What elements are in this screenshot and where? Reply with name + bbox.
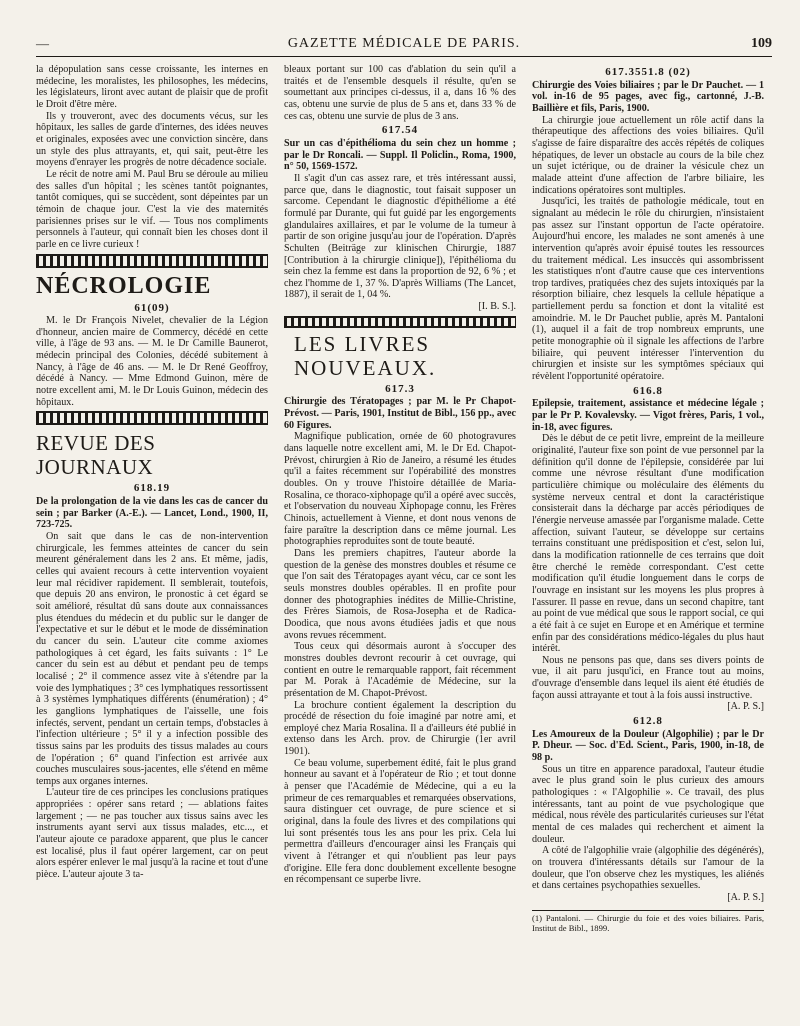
header-mark: — [36,36,49,51]
article-classification: 617.3 [385,382,415,395]
article-title: Epilepsie, traitement, assistance et médecine légale ; par le Pr P. Kovalevsky. — Vigot frères, Paris, 1 vol., in-18, avec figures. [532,398,764,433]
article-body: On sait que dans le cas de non-intervention chirurgicale, les femmes atteintes de cancer du sein meurent généralement dans les 2 ans. Et même, jadis, celles qui avaient recours à cette intervention voyaient leur mal récidiver rapidement. Il semblerait, toutefois, que depuis 20 ans environ, le pronostic à cet égard se soit amélioré, résultat dû sans doute aux connaissances plus étendues du médecin et du public sur le danger de l'expectative et sur le début et le mode de dissémination du cancer du sein. L'auteur cite comme axiomes pathologiques à cet égard, les faits suivants : 1° Le cancer du sein est au début et pendant peu de temps localisé ; 2° il commence assez vite à s'étendre par la voie des lymphatiques ; 3° ces lymphatiques ressortissent à 3 systèmes lymphatiques différents (énumération) ; 4° les ganglions lymphatiques de l'aisselle, une fois infectés, servent, pendant un certain temps, d'obstacles à l'infection ultérieure ; 5° il y a infection possible des tissus sains par les produits des tissus malades au cours de l'opération ; 6° quand l'infection est arrivée aux couches musculaires sous-jacentes, elle s'étend en même temps aux organes internes. [36,531,268,787]
intro-para-1: la dépopulation sans cesse croissante, les internes en médecine, les moralistes, les philosophes, les médecins, les législateurs, liront avec autant de plaisir que de profit le Droit d'être mère. [36,64,268,110]
ornament-divider [284,316,516,328]
ornament-divider [36,254,268,268]
article-body: Dans les premiers chapitres, l'auteur aborde la question de la genèse des monstres doubles et résume ce que l'on sait des Tératopages ayant vécu, car ce sont les seuls monstres doubles opérables. Il en profite pour donner des photographies inédites de Millie-Christine, des Frères Siamois, de Rosa-Josepha et de Radica-Doodica, que nous avons étudiées jadis et que nous avons revues récemment. [284,547,516,641]
article-classification: 616.8 [633,384,663,397]
article-classification: 617.3551.8 (02) [605,66,691,78]
article-body: L'auteur tire de ces principes les conclusions pratiques appropriées : opérer sans retard ; — ablations faites largement ; — ne pas toucher aux tissus sains avec les instruments ayant servi aux tissus malades, etc..., et l'auteur ajoute ce paradoxe apparent, que plus le cancer est localisé, plus il faut opérer largement, car on peut alors espérer enlever le mal jusqu'à la racine et tout d'une pièce. L'auteur ajoute 3 ta- [36,787,268,881]
article-body: Sous un titre en apparence paradoxal, l'auteur étudie avec le plus grand soin le plus curieux des amours pathologiques : « l'Algophilie ». Ce travail, des plus intéressants, tant au point de vue psychologique que médical, nous révèle des particularités curieuses sur l'état mental de ces malades qui recherchent et aiment la douleur. [532,763,764,845]
article-title: Chirurgie des Voies biliaires ; par le Dr Pauchet. — 1 vol. in-16 de 95 pages, avec fig., cartonné, J.-B. Baillière et fils, Paris, 1900. [532,79,764,114]
necro-classification: 61(09) [134,301,170,314]
column-left [36,64,268,881]
livres-heading-line-2: NOUVEAUX. [294,355,437,380]
article-classification: 617.54 [381,124,419,137]
livres-heading-line-1: LES LIVRES [294,331,431,356]
necro-text: M. le Dr François Nivelet, chevalier de la Légion d'honneur, ancien maire de Commercy, décédé en cette ville, à l'âge de 93 ans. — M. le Dr Camille Baunerot, médecin principal des Colonies, décédé subitement à Nancy, à l'âge de 46 ans. — M. le Dr René Geoffroy, décédé à Nancy. — Mme Edmond Guinon, mère de notre excellent ami, M. le Dr Louis Guinon, médecin des hôpitaux. [36,315,268,408]
article-title: Chirurgie des Tératopages ; par M. le Pr Chapot-Prévost. — Paris, 1901, Institut de Bibl., 156 pp., avec 60 Figures. [284,396,516,431]
article-signature: [A. P. S.] [727,701,764,713]
article-title: Sur un cas d'épithélioma du sein chez un homme ; par le Dr Roncali. — Suppl. Il Policlin., Roma, 1900, n° 50, 1569-1572. [284,137,516,173]
article-body: La chirurgie joue actuellement un rôle actif dans la thérapeutique des affections des voies biliaires. Qu'il s'agisse de faire disparaître des accès répétés de coliques hépatiques, de lever un obstacle au cours de la bile chez un sujet ictérique, ou de drainer la vésicule chez un malade atteint d'une affection de l'arbre biliaire, les indications opératoires sont multiples. [532,114,764,196]
intro-para-3: Le récit de notre ami M. Paul Bru se déroule au milieu des salles d'un hôpital ; les scènes tantôt poignantes, tantôt comiques, qui se succèdent, sont dépeintes par un témoin de chaque jour. C'est la vie des maternités parisiennes prises sur le vif. — Tous nos compliments personnels à l'auteur, qui connaît bien les choses dont il parle en ce livre curieux ! [36,168,268,250]
article-classification: 612.8 [633,715,663,728]
article-body: Ce beau volume, superbement édité, fait le plus grand honneur au savant et à l'opérateur de Rio ; et tout donne à penser que l'Académie de Médecine, qui a eu la primeur de ces remarquables et remarquées observations, saura distinguer cet ouvrage, de pure science et si original, dans la foule des livres et des compilations qui lui sont présentés tous les ans pour les prix. Cela lui permettra d'ailleurs d'encourager ainsi les Français qui vivent à l'étranger et qui n'oublient pas leur pays d'origine. Elle fera donc doublement excellente besogne en récompensant ce superbe livre. [284,757,516,886]
article-signature: [I. B. S.]. [478,301,516,313]
intro-para-2: Ils y trouveront, avec des documents vécus, sur les hôpitaux, les salles de garde d'internes, des idées neuves et originales, exposées avec une conviction sincère, dans un style des plus attrayants, et, qui sait, peut-être les moyens d'enrayer les progrès de notre décadence sociale. [36,110,268,169]
article-signature: [A. P. S.] [727,891,764,903]
article-body: A côté de l'algophilie vraie (algophilie des dégénérés), on trouvera d'intéressants détails sur l'amour de la douleur, que l'on observe chez les mystiques, les aliénés et dans certaines psychopathies sexuelles. [532,845,764,892]
article-classification: 618.19 [133,482,171,495]
revue-heading: REVUE DES JOURNAUX [36,431,156,480]
article-body: Dès le début de ce petit livre, empreint de la meilleure originalité, l'auteur fixe son point de vue personnel par la définition qu'il donne de l'épilepsie, considérée par lui comme une névrose résultant d'une modification particulière chimique ou moléculaire des éléments du système nerveux central et dont la caractéristique consisterait dans la décharge par accès périodiques de l'énergie nerveuse amassée par l'organisme malade. Cette affection, suivant l'auteur, se développe sur certains terrains constituant une prédisposition et c'est, selon lui, dans la modification rationnelle de ces terrains que doit être cherché le remède correspondant. C'est cette modification qu'il étudie longuement dans le corps de l'ouvrage en insistant sur les moyens les plus propres à l'assurer. Il passe en revue, dans un second chapitre, tant au point de vue médical que sous le rapport social, ce qui a été fait à ce sujet en Europe et en Amérique et termine enfin par des considérations médico-légales du plus haut intérêt. [532,433,764,655]
article-body: Il s'agit d'un cas assez rare, et très intéressant aussi, parce que, dans le diagnostic, tout faisait supposer un sarcome. Cependant le diagnostic d'épithéliome a été formulé par Durante, qui fut guidé par les engorgements glandulaires axillaires, et par le volume de la tumeur à partir de son origine jusqu'au jour de l'opération. D'après Schulten (Beiträge zur klinischen Chirurgie, 1887 [Contribution à la chirurgie clinique]), l'épithélioma du sein chez la femme est dans la proportion de 92, 6 % ; et chez l'homme de 1, 37 %. D'après Williams (The Lancet, 1887), il serait de 1, 04 %. [284,172,516,301]
article-body: Jusqu'ici, les traités de pathologie médicale, tout en signalant au médecin le rôle du chirurgien, n'insistaient pas assez sur l'instant opportun de l'acte opératoire. Aujourd'hui encore, les malades ne sont amenés à une intervention qu'après avoir épuisé toutes les ressources du traitement médical. Les insuccès qui assombrissent les statistiques n'ont d'autre cause que ces interventions trop tardives, pratiquées chez des sujets intoxiqués par la résorption biliaire, chez lesquels la cellule hépatique a partiellement perdu sa fonction et dont la vitalité est amoindrie. M. le Dr Pauchet publie, après M. Pantaloni (1), auquel il a fait de trop nombreux emprunts, une petite monographie où il signale les affections de l'arbre biliaire, qui peuvent intéresser l'intervention du chirurgien et insiste sur les symptômes spéciaux qui révèlent l'opportunité opératoire. [532,196,764,383]
column-middle [284,64,516,886]
article-body: Tous ceux qui désormais auront à s'occuper des monstres doubles devront recourir à cet ouvrage, qui contient en outre le remarquable rapport, fait récemment par M. Porak à l'Académie de Médecine, sur la présentation de M. Chapot-Prévost. [284,641,516,699]
article-title: De la prolongation de la vie dans les cas de cancer du sein ; par Barker (A.-E.). — Lancet, Lond., 1900, II, 723-725. [36,496,268,531]
column-right [532,64,764,933]
article-body: Magnifique publication, ornée de 60 photogravures dans laquelle notre excellent ami, M. le Dr Ed. Chapot-Prévost, chirurgien à Rio de Janeiro, a résumé les études qu'il a faites récemment sur l'opérabilité des monstres doubles. On y trouve l'histoire détaillée de Maria-Rosalina, ce thoraco-xiphopage qu'il a opéré avec succès, et l'observation du nouveau Xiphopage connu, les Frères Chinois, actuellement à Vienne, et dont nous venons de faire paraître la description dans ce même journal. Les photographies reproduites sont de toute beauté. [284,431,516,548]
footnote: (1) Pantaloni. — Chirurgie du foie et des voies biliaires. Paris, Institut de Bibl., 1899. [532,910,764,933]
journal-title: GAZETTE MÉDICALE DE PARIS. [287,36,521,51]
page-header [36,36,772,57]
article-body: La brochure contient également la description du procédé de résection du foie imaginé par notre ami, et employé chez Maria Rosalina. Il a d'ailleurs été publié in extenso dans les Arch. prov. de Chirurgie (1er avril 1901). [284,699,516,758]
necrologie-heading: NÉCROLOGIE [36,272,212,299]
article-body: Nous ne pensons pas que, dans ses divers points de vue, il ait paru jusqu'ici, en France tout au moins, d'ouvrage d'ensemble dans lequel ils aient été étudiés de façon aussi attrayante et tout à la fois aussi instructive. [532,654,764,701]
page-number: 109 [751,36,772,51]
article-body-continued: bleaux portant sur 100 cas d'ablation du sein qu'il a traités et de l'ensemble desquels il résulte, qu'en se soumettant aux principes ci-dessus, il a, dans 16 % des cas, obtenu une survie de plus de 5 ans et, dans 33 % de ces cas, obtenu une survie de plus de 3 ans. [284,64,516,122]
ornament-divider [36,411,268,425]
article-title: Les Amoureux de la Douleur (Algophilie) ; par le Dr P. Dheur. — Soc. d'Ed. Scient., Paris, 1900, in-18, de 98 p. [532,728,764,764]
